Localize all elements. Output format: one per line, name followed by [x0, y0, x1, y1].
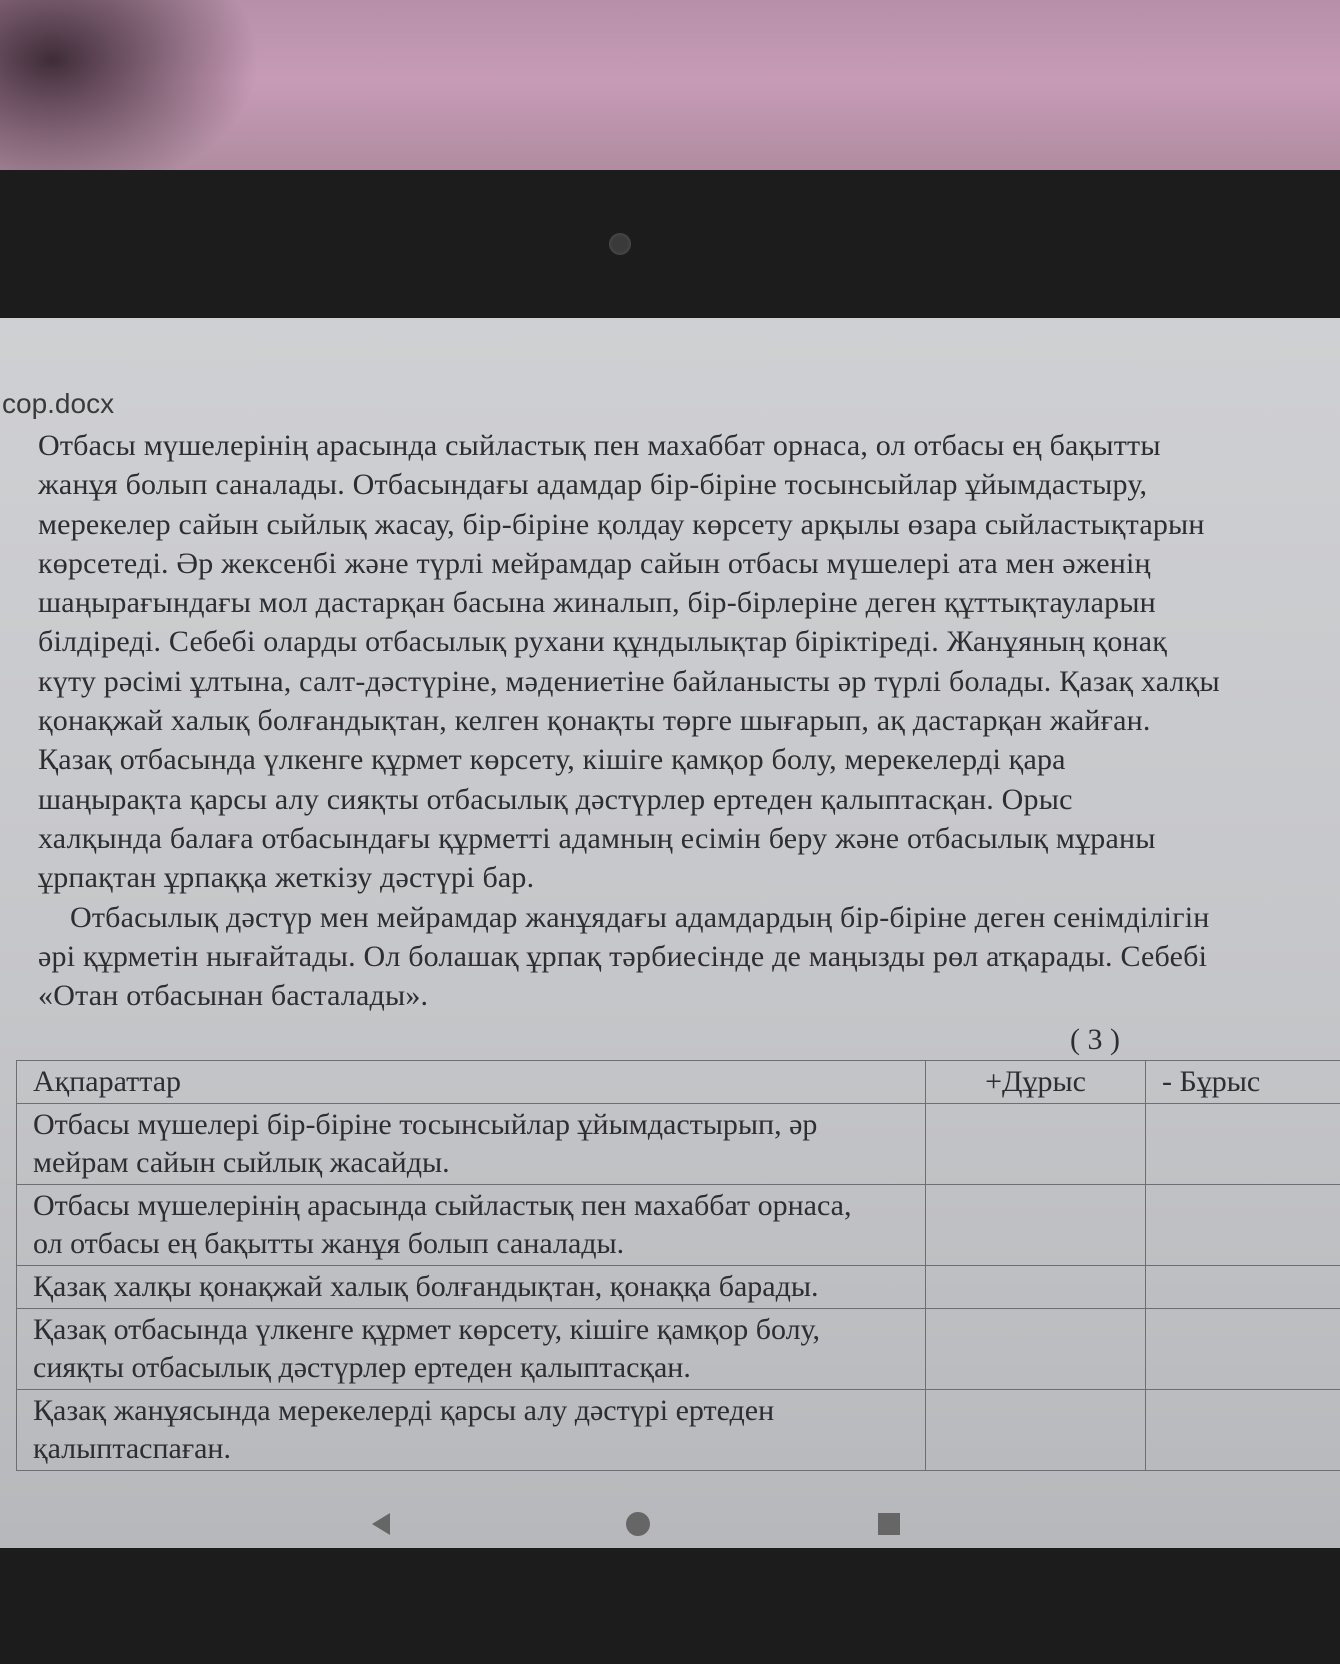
- table-row: [17, 1185, 1340, 1266]
- table-cell-true[interactable]: [926, 1185, 1146, 1266]
- front-camera: [609, 233, 631, 255]
- paragraph-line: әрі құрметін нығайтады. Ол болашақ ұрпақ тәрбиесінде де маңызды рөл атқарады. Себебі: [38, 939, 1208, 973]
- back-icon[interactable]: [372, 1513, 390, 1535]
- statement-line: ол отбасы ең бақытты жанұя болып саналады.: [33, 1227, 625, 1260]
- statement-line: Отбасы мүшелерінің арасында сыйластық пен махаббат орнаса,: [33, 1189, 852, 1222]
- statement-line: мейрам сайын сыйлық жасайды.: [33, 1146, 450, 1179]
- table-row: [17, 1104, 1340, 1185]
- paragraph-line: «Отан отбасынан басталады».: [38, 979, 429, 1013]
- statement-line: Отбасы мүшелері бір-біріне тосынсыйлар ұйымдастырып, әр: [33, 1108, 818, 1141]
- statement-line: қалыптаспаған.: [33, 1432, 231, 1465]
- table-cell-false[interactable]: [1146, 1390, 1340, 1471]
- paragraph-line: шаңырақта қарсы алу сияқты отбасылық дәстүрлер ертеден қалыптасқан. Орыс: [38, 782, 1073, 816]
- table-cell-statement: [17, 1390, 926, 1471]
- paragraph-line: жанұя болып саналады. Отбасындағы адамдар бір-біріне тосынсыйлар ұйымдастыру,: [38, 468, 1148, 502]
- statement-line: Қазақ жанұясында мерекелерді қарсы алу дәстүрі ертеден: [33, 1394, 775, 1427]
- table-cell-statement: [17, 1309, 926, 1390]
- score-label: ( 3 ): [1070, 1023, 1120, 1056]
- paragraph-line: күту рәсімі ұлтына, салт-дәстүріне, мәдениетіне байланысты әр түрлі болады. Қазақ халқы: [38, 664, 1220, 698]
- statement-line: Қазақ халқы қонақжай халық болғандықтан, қонаққа барады.: [33, 1270, 819, 1303]
- paragraph-line: көрсетеді. Әр жексенбі және түрлі мейрамдар сайын отбасы мүшелері ата мен әженің: [38, 546, 1151, 580]
- paragraph-line: мерекелер сайын сыйлық жасау, бір-біріне қолдау көрсету арқылы өзара сыйластықтарын: [38, 507, 1205, 541]
- document-filename: cop.docx: [2, 388, 115, 419]
- paragraph-line: Отбасы мүшелерінің арасында сыйластық пен махаббат орнаса, ол отбасы ең бақытты: [38, 429, 1161, 462]
- table-cell-true[interactable]: [926, 1390, 1146, 1471]
- table-header-row: [17, 1061, 1340, 1104]
- table-row: [17, 1309, 1340, 1390]
- table-row: [17, 1390, 1340, 1471]
- paragraph-line: Қазақ отбасында үлкенге құрмет көрсету, кішіге қамқор болу, мерекелерді қара: [38, 743, 1066, 777]
- info-table: [16, 1060, 1340, 1471]
- table-cell-statement: [17, 1185, 926, 1266]
- table-cell-true[interactable]: [926, 1309, 1146, 1390]
- paragraph-line: білдіреді. Себебі оларды отбасылық рухани құндылықтар біріктіреді. Жанұяның қонақ: [38, 625, 1168, 659]
- table-cell-statement: [17, 1104, 926, 1185]
- recent-apps-icon[interactable]: [878, 1513, 900, 1535]
- table-cell-true[interactable]: [926, 1266, 1146, 1309]
- table-cell-false[interactable]: [1146, 1309, 1340, 1390]
- paragraph-line: қонақжай халық болғандықтан, келген қонақты төрге шығарып, ақ дастарқан жайған.: [38, 704, 1151, 738]
- header-info: Ақпараттар: [17, 1061, 926, 1104]
- table-cell-false[interactable]: [1146, 1185, 1340, 1266]
- paragraph-line: шаңырағындағы мол дастарқан басына жиналып, бір-бірлеріне деген құттықтауларын: [38, 586, 1156, 620]
- table-cell-statement: [17, 1266, 926, 1309]
- header-true: +Дұрыс: [926, 1061, 1146, 1104]
- paragraph-line: ұрпақтан ұрпаққа жеткізу дәстүрі бар.: [38, 861, 535, 895]
- home-icon[interactable]: [626, 1512, 650, 1536]
- tablet-screen: [0, 318, 1340, 1548]
- table-cell-false[interactable]: [1146, 1104, 1340, 1185]
- document-body: [38, 426, 1340, 1015]
- paragraph-line: халқында балаға отбасындағы құрметті адамның есімін беру және отбасылық мұраны: [38, 821, 1156, 855]
- header-false: - Бұрыс: [1146, 1061, 1340, 1104]
- table-row: [17, 1266, 1340, 1309]
- paragraph-line: Отбасылық дәстүр мен мейрамдар жанұядағы адамдардың бір-біріне деген сенімділігін: [70, 900, 1210, 934]
- table-cell-true[interactable]: [926, 1104, 1146, 1185]
- statement-line: сияқты отбасылық дәстүрлер ертеден қалыптасқан.: [33, 1351, 691, 1384]
- system-navigation-bar: [0, 1495, 1340, 1555]
- statement-line: Қазақ отбасында үлкенге құрмет көрсету, кішіге қамқор болу,: [33, 1313, 821, 1346]
- table-cell-false[interactable]: [1146, 1266, 1340, 1309]
